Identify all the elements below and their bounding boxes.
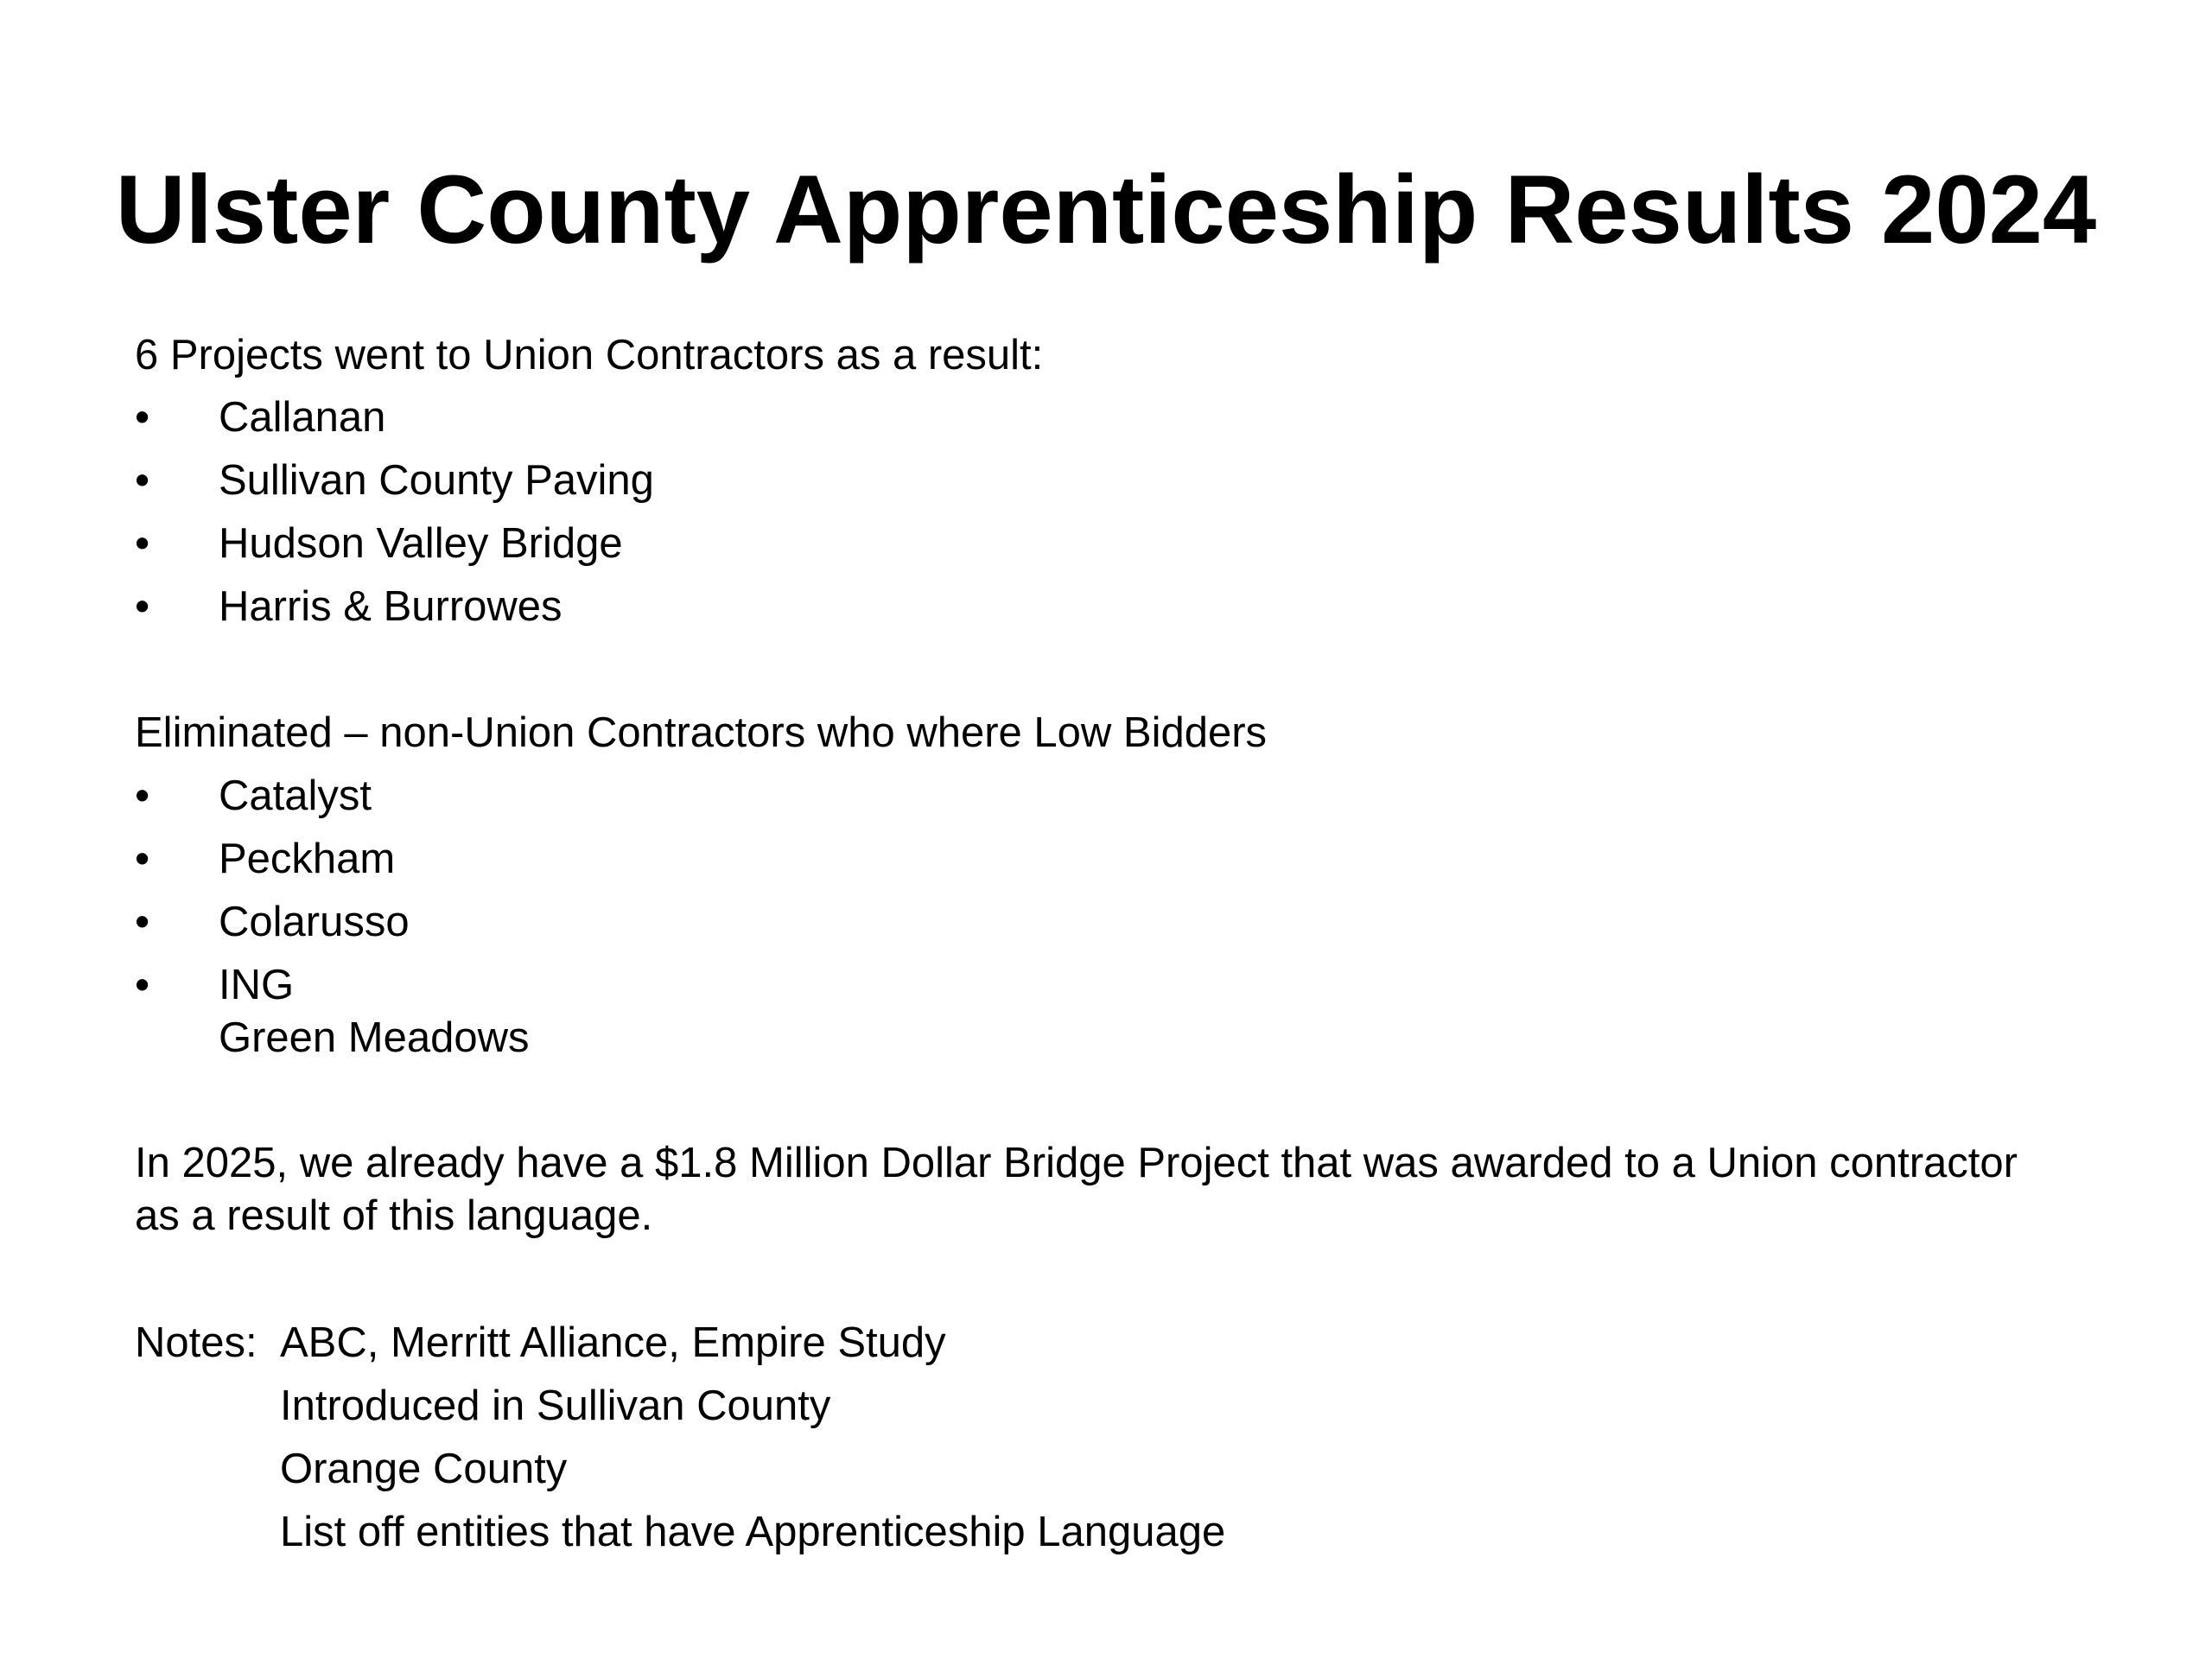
eliminated-section-heading: Eliminated – non-Union Contractors who where Low Bidders bbox=[135, 709, 1268, 756]
bullet-icon: • bbox=[135, 772, 150, 819]
list-item-continuation: Green Meadows bbox=[219, 1014, 530, 1061]
list-item-label: Sullivan County Paving bbox=[219, 457, 654, 504]
list-item-label: Harris & Burrowes bbox=[219, 583, 563, 630]
notes-label: Notes: bbox=[135, 1319, 257, 1366]
bullet-icon: • bbox=[135, 394, 150, 441]
union-section-heading: 6 Projects went to Union Contractors as a result: bbox=[135, 332, 1044, 378]
bullet-icon: • bbox=[135, 899, 150, 945]
list-item-label: Hudson Valley Bridge bbox=[219, 520, 623, 567]
list-item-label: Catalyst bbox=[219, 772, 372, 819]
bullet-icon: • bbox=[135, 836, 150, 882]
bullet-icon: • bbox=[135, 583, 150, 630]
bullet-icon: • bbox=[135, 962, 150, 1008]
summary-paragraph-line-2: as a result of this language. bbox=[135, 1192, 653, 1239]
bullet-icon: • bbox=[135, 457, 150, 504]
notes-line: List off entities that have Apprenticeship Language bbox=[280, 1509, 1226, 1555]
page-title: Ulster County Apprenticeship Results 2024 bbox=[115, 156, 2097, 264]
list-item-label: Peckham bbox=[219, 836, 396, 882]
notes-line: Orange County bbox=[280, 1446, 568, 1492]
list-item-label: Colarusso bbox=[219, 899, 410, 945]
summary-paragraph-line-1: In 2025, we already have a $1.8 Million Dollar Bridge Project that was awarded to a Union contractor bbox=[135, 1140, 2018, 1186]
bullet-icon: • bbox=[135, 520, 150, 567]
list-item-label: Callanan bbox=[219, 394, 386, 441]
notes-line: ABC, Merritt Alliance, Empire Study bbox=[280, 1319, 946, 1366]
list-item-label: ING bbox=[219, 962, 295, 1008]
notes-line: Introduced in Sullivan County bbox=[280, 1382, 831, 1429]
